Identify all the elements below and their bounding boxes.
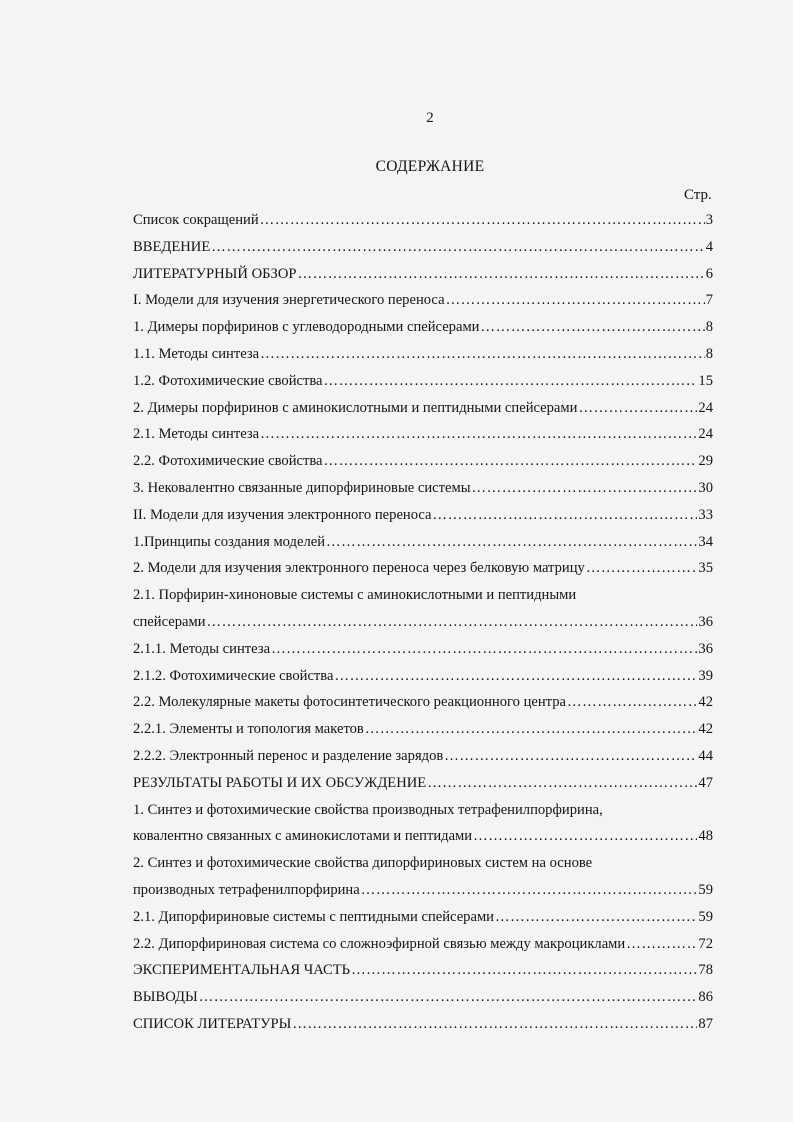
toc-leader-dots [260, 346, 705, 363]
page-column-label: Стр. [684, 187, 712, 203]
toc-entry-title: 1.Принципы создания моделей [133, 533, 326, 550]
toc-entry-title: спейсерами [133, 613, 206, 630]
toc-entry [133, 802, 713, 829]
toc-entry-title: 2.2. Молекулярные макеты фотосинтетического реакционного центра [133, 694, 567, 711]
toc-leader-dots [260, 426, 697, 443]
toc-entry-page: 24 [698, 399, 713, 416]
toc-entry-title: 3. Нековалентно связанные дипорфириновые системы [133, 479, 471, 496]
toc-leader-dots [586, 560, 698, 577]
toc-leader-dots [326, 534, 697, 551]
toc-leader-dots [334, 668, 697, 685]
toc-leader-dots [260, 212, 705, 229]
toc-entry-page: 44 [698, 747, 713, 764]
toc-entry-page: 78 [698, 962, 713, 979]
toc-entry-page: 29 [698, 453, 713, 470]
toc-leader-dots [481, 319, 705, 336]
toc-entry [133, 346, 713, 373]
toc-entry [133, 426, 713, 453]
toc-entry [133, 668, 713, 695]
toc-entry [133, 614, 713, 641]
toc-entry [133, 936, 713, 963]
toc-entry [133, 292, 713, 319]
page-title: СОДЕРЖАНИЕ [375, 158, 485, 175]
toc-entry [133, 989, 713, 1016]
toc-entry-title: ВЫВОДЫ [133, 989, 198, 1006]
toc-entry [133, 962, 713, 989]
toc-entry [133, 855, 713, 882]
toc-entry [133, 507, 713, 534]
toc-entry [133, 721, 713, 748]
toc-leader-dots [472, 480, 698, 497]
toc-entry-title: 2.1. Дипорфириновые системы с пептидными спейсерами [133, 908, 494, 925]
toc-entry-page: 15 [698, 372, 713, 389]
toc-entry-page: 42 [698, 721, 713, 738]
toc-entry-title: ВВЕДЕНИЕ [133, 238, 211, 255]
toc-entry-title: 2. Димеры порфиринов с аминокислотными и пептидными спейсерами [133, 399, 578, 416]
toc-leader-dots [495, 909, 697, 926]
toc-leader-dots [324, 373, 698, 390]
toc-entry-title: 2.1.1. Методы синтеза [133, 640, 271, 657]
toc-entry [133, 534, 713, 561]
toc-leader-dots [626, 936, 697, 953]
page-number: 2 [426, 110, 434, 126]
toc-entry [133, 828, 713, 855]
toc-leader-dots [351, 962, 697, 979]
toc-entry-title: ЛИТЕРАТУРНЫЙ ОБЗОР [133, 265, 297, 282]
toc-entry-page: 48 [698, 828, 713, 845]
toc-entry [133, 909, 713, 936]
toc-entry-page: 36 [698, 640, 713, 657]
toc-entry-page: 39 [698, 667, 713, 684]
toc-entry-page: 3 [705, 212, 713, 228]
toc-entry-page: 72 [698, 935, 713, 952]
toc-entry-title: Список сокращений [133, 212, 259, 228]
toc-entry [133, 694, 713, 721]
toc-entry-title: ковалентно связанных с аминокислотами и пептидами [133, 828, 473, 845]
toc-leader-dots [444, 748, 697, 765]
toc-entry [133, 266, 713, 293]
toc-leader-dots [324, 453, 698, 470]
toc-entry [133, 748, 713, 775]
toc-entry-page: 86 [698, 989, 713, 1006]
toc-leader-dots [427, 775, 697, 792]
toc-leader-dots [567, 694, 697, 711]
toc-entry-page: 36 [698, 613, 713, 630]
toc-entry-page: 87 [698, 1015, 713, 1032]
toc-leader-dots [365, 721, 698, 738]
toc-entry [133, 400, 713, 427]
toc-entry-title: 1. Димеры порфиринов с углеводородными спейсерами [133, 319, 480, 336]
toc-leader-dots [578, 400, 697, 417]
toc-entry-page: 24 [698, 426, 713, 443]
toc-entry-title: 2.2. Фотохимические свойства [133, 453, 323, 470]
toc-entry [133, 641, 713, 668]
toc-entry [133, 373, 713, 400]
toc-entry-title: 1.1. Методы синтеза [133, 345, 260, 362]
toc-leader-dots [199, 989, 698, 1006]
toc-entry [133, 239, 713, 266]
toc-leader-dots [361, 882, 698, 899]
toc-entry-title: 2.1.2. Фотохимические свойства [133, 667, 334, 684]
toc-entry [133, 453, 713, 480]
toc-entry-title: СПИСОК ЛИТЕРАТУРЫ [133, 1015, 292, 1032]
toc-leader-dots [292, 1016, 697, 1033]
toc-leader-dots [446, 292, 705, 309]
toc-entry-title: 2.2.2. Электронный перенос и разделение зарядов [133, 747, 444, 764]
toc-leader-dots [297, 266, 704, 283]
toc-entry [133, 560, 713, 587]
toc-entry-title: 2.1. Методы синтеза [133, 426, 260, 443]
toc-entry-page: 7 [705, 292, 713, 309]
toc-entry [133, 319, 713, 346]
toc-entry-title: 2. Синтез и фотохимические свойства дипорфириновых систем на основе [133, 855, 593, 872]
toc-entry-page: 34 [698, 533, 713, 550]
toc-entry-page: 47 [698, 774, 713, 791]
toc-entry-title: ЭКСПЕРИМЕНТАЛЬНАЯ ЧАСТЬ [133, 962, 351, 979]
toc-leader-dots [271, 641, 697, 658]
toc-entry [133, 775, 713, 802]
toc-entry-title: РЕЗУЛЬТАТЫ РАБОТЫ И ИХ ОБСУЖДЕНИЕ [133, 774, 427, 791]
toc-entry-title: I. Модели для изучения энергетического переноса [133, 292, 445, 309]
toc-entry-title: II. Модели для изучения электронного переноса [133, 506, 432, 523]
toc-entry-page: 8 [705, 345, 713, 362]
toc-entry-page: 30 [698, 479, 713, 496]
toc-entry [133, 882, 713, 909]
toc-entry-page: 35 [698, 560, 713, 577]
toc-entry-page: 33 [698, 506, 713, 523]
toc-entry-title: 1. Синтез и фотохимические свойства производных тетрафенилпорфирина, [133, 801, 603, 818]
toc-leader-dots [211, 239, 704, 256]
toc-entry [133, 587, 713, 614]
toc-entry-page: 6 [705, 265, 713, 282]
toc-entry-title: 2.1. Порфирин-хиноновые системы с аминокислотными и пептидными [133, 587, 577, 604]
toc-entry-title: 2.2.1. Элементы и топология макетов [133, 721, 364, 738]
toc-leader-dots [473, 828, 697, 845]
toc-entry-page: 8 [705, 319, 713, 336]
toc-entry-title: 2. Модели для изучения электронного переноса через белковую матрицу [133, 560, 585, 577]
toc-entry-page: 42 [698, 694, 713, 711]
toc-entry-page: 59 [698, 908, 713, 925]
toc-entry-page: 4 [705, 238, 713, 255]
toc-entry-title: 2.2. Дипорфириновая система со сложноэфирной связью между макроциклами [133, 935, 626, 952]
toc-entry-title: производных тетрафенилпорфирина [133, 881, 360, 898]
toc-leader-dots [207, 614, 698, 631]
toc-entry [133, 480, 713, 507]
toc-entry-page: 59 [698, 881, 713, 898]
toc-entry [133, 1016, 713, 1043]
toc-leader-dots [433, 507, 698, 524]
toc-entry [133, 212, 713, 239]
toc-entry-title: 1.2. Фотохимические свойства [133, 372, 323, 389]
table-of-contents [133, 212, 713, 1043]
